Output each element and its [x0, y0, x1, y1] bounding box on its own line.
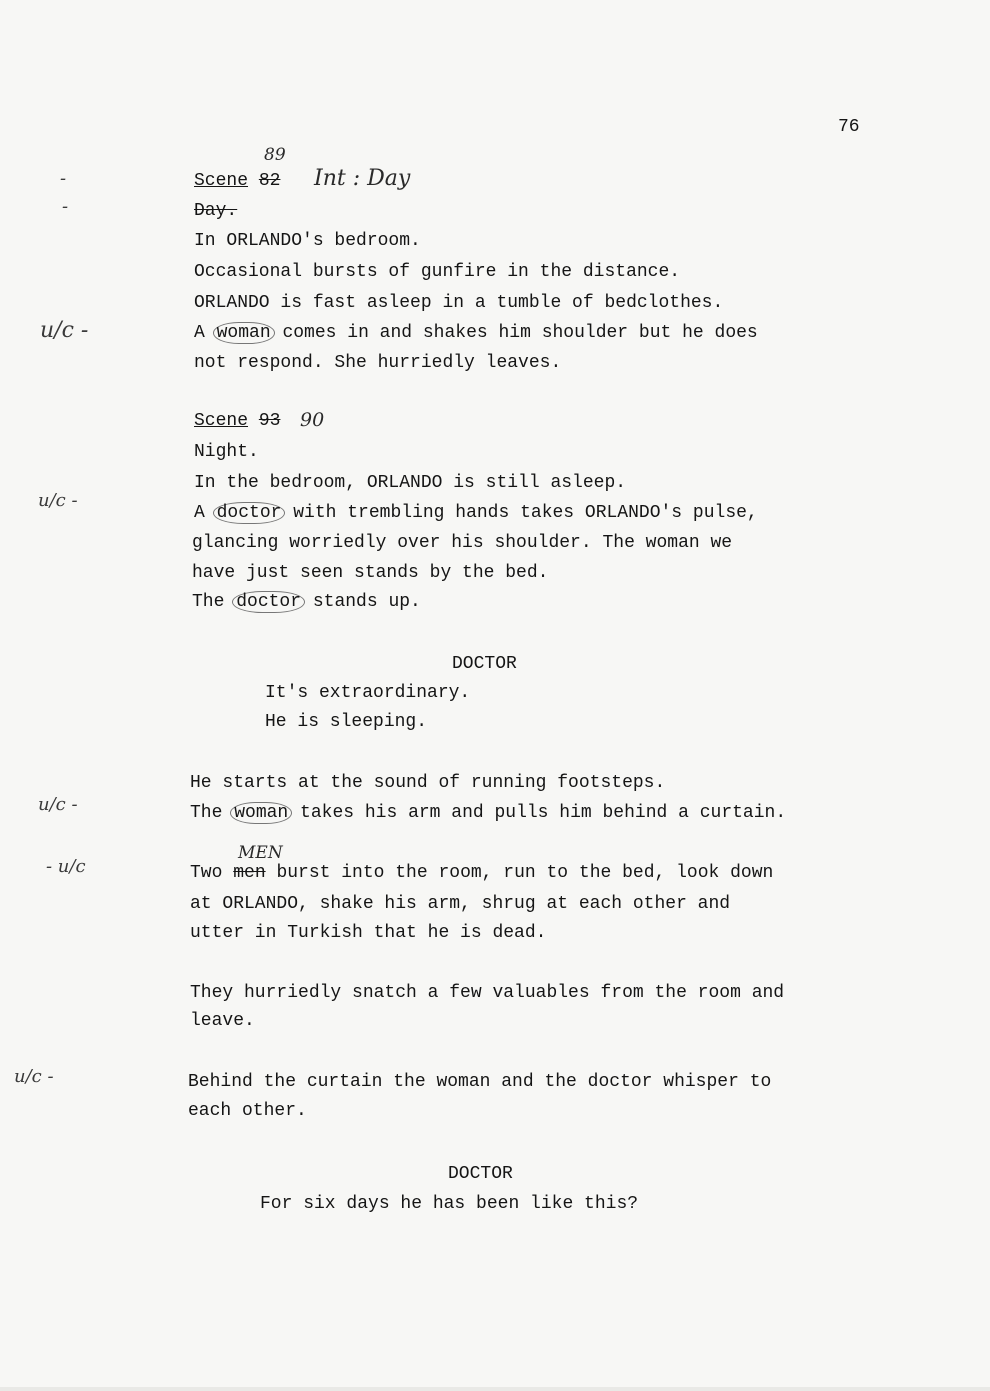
action-line — [194, 322, 758, 344]
action-line: In ORLANDO's bedroom. — [194, 231, 421, 251]
action-line: leave. — [190, 1011, 255, 1031]
handwritten-insert: MEN — [238, 843, 283, 863]
line-prefix: A — [194, 323, 205, 343]
line-rest: with trembling hands takes ORLANDO's pulse, — [293, 503, 758, 523]
scene-number-struck: 93 — [258, 411, 281, 431]
character-name: DOCTOR — [452, 654, 517, 674]
line-rest: burst into the room, run to the bed, look down — [276, 863, 774, 883]
line-prefix: A — [194, 503, 205, 523]
action-line: glancing worriedly over his shoulder. The woman we — [192, 533, 733, 553]
struck-word: men — [233, 863, 266, 883]
action-line: In the bedroom, ORLANDO is still asleep. — [194, 473, 627, 493]
action-line: at ORLANDO, shake his arm, shrug at each other and — [190, 894, 731, 914]
line-prefix: The — [190, 803, 223, 823]
margin-uc-mark: u/c - — [40, 318, 89, 343]
action-line: ORLANDO is fast asleep in a tumble of bedclothes. — [194, 293, 724, 313]
margin-uc-mark: u/c - — [38, 794, 78, 815]
dialogue-line: He is sleeping. — [265, 712, 428, 732]
action-line: Occasional bursts of gunfire in the distance. — [194, 262, 681, 282]
circled-word: doctor — [232, 591, 305, 613]
handwritten-note: Int : Day — [314, 166, 411, 191]
action-line: not respond. She hurriedly leaves. — [194, 353, 562, 373]
action-line — [190, 862, 773, 884]
page-edge — [0, 1387, 990, 1391]
scene-number-struck: 82 — [258, 171, 281, 191]
action-line: He starts at the sound of running footsteps. — [190, 773, 666, 793]
action-line — [190, 802, 786, 824]
margin-uc-mark: u/c - — [14, 1066, 54, 1087]
action-line: Behind the curtain the woman and the doctor whisper to — [188, 1072, 772, 1092]
character-name: DOCTOR — [448, 1164, 513, 1184]
scene-number-handwritten: 89 — [264, 145, 286, 165]
line-prefix: The — [192, 592, 225, 612]
action-line: utter in Turkish that he is dead. — [190, 923, 547, 943]
circled-word: woman — [213, 322, 275, 344]
line-rest: stands up. — [312, 592, 421, 612]
action-line — [194, 502, 758, 524]
struck-day-label: Day. — [194, 201, 238, 221]
dialogue-line: It's extraordinary. — [265, 683, 471, 703]
line-rest: takes his arm and pulls him behind a curtain. — [300, 803, 787, 823]
action-line: each other. — [188, 1101, 307, 1121]
action-line: have just seen stands by the bed. — [192, 563, 549, 583]
margin-mark: - — [60, 168, 67, 189]
margin-uc-mark: - u/c — [46, 856, 86, 877]
action-line: Night. — [194, 442, 259, 462]
line-prefix: Two — [190, 863, 223, 883]
action-line — [192, 591, 421, 613]
scene-number-handwritten: 90 — [300, 409, 325, 431]
scene-label: Scene — [194, 171, 249, 191]
margin-uc-mark: u/c - — [38, 490, 78, 511]
dialogue-line: For six days he has been like this? — [260, 1194, 639, 1214]
scene-heading — [194, 170, 280, 192]
page-number: 76 — [838, 117, 860, 137]
scene-label: Scene — [194, 411, 249, 431]
circled-word: woman — [230, 802, 292, 824]
action-line: They hurriedly snatch a few valuables from the room and — [190, 983, 785, 1003]
line-rest: comes in and shakes him shoulder but he does — [282, 323, 758, 343]
scene-heading — [194, 410, 280, 432]
margin-mark: - — [62, 196, 69, 217]
circled-word: doctor — [213, 502, 286, 524]
